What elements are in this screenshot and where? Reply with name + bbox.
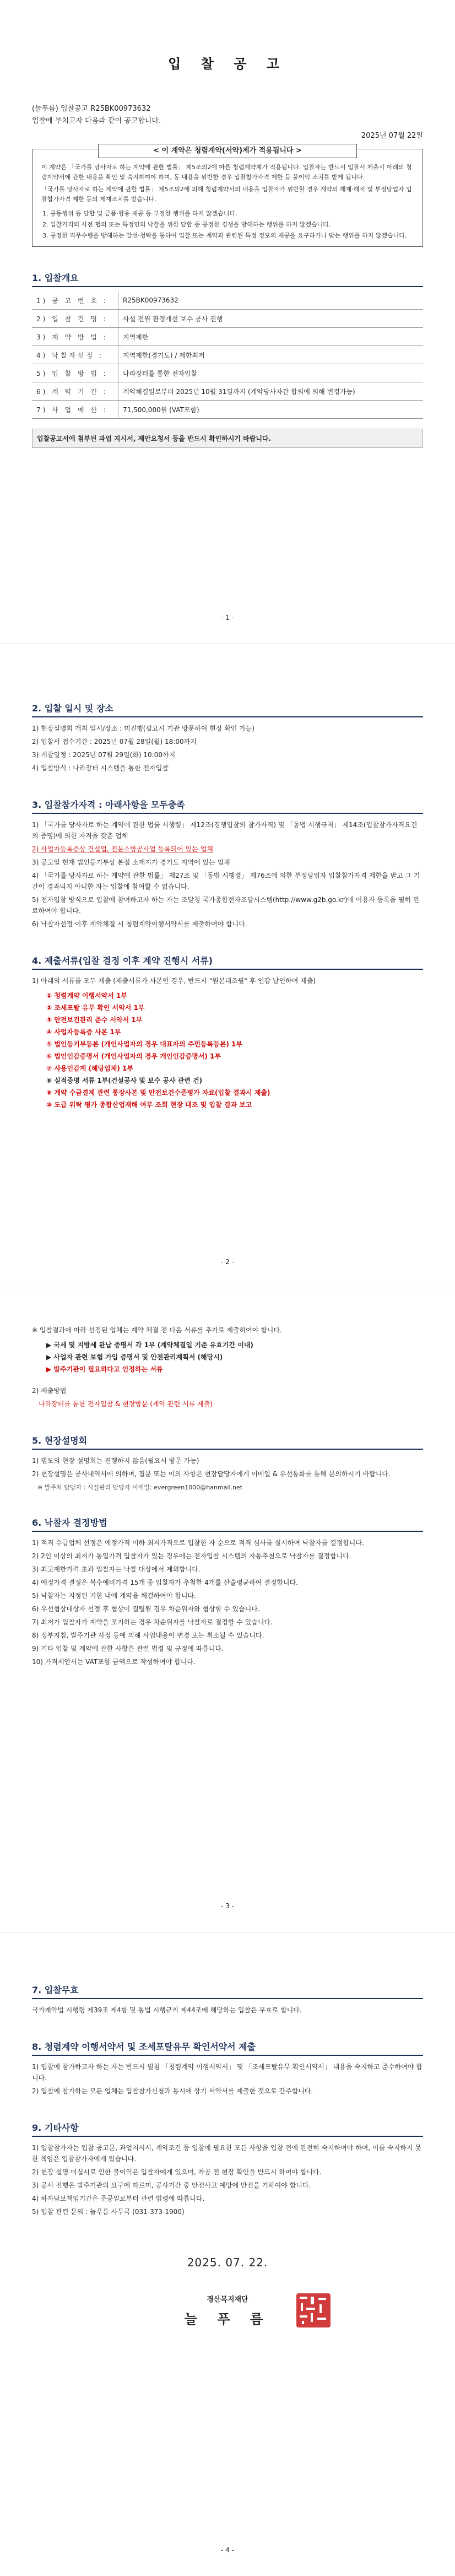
list-item: 1) 아래의 서류를 모두 제출 (제출서류가 사본인 경우, 반드시 "원본대조필" 후 인감 날인하여 제출) [32,977,316,985]
page-number: - 2 - [221,1258,234,1266]
section-heading: 2. 입찰 일시 및 장소 [32,701,423,717]
list-item: 7) 최저가 입찰자가 계약을 포기하는 경우 차순위자를 낙찰자로 결정할 수 있습니다. [32,1618,273,1626]
list-item: 1) 현장설명회 개최 일시/장소 : 미진행(필요시 기관 방문하여 현장 확인 가능) [32,725,255,732]
table-row [32,401,423,419]
intro-text: 입찰에 부치고자 다음과 같이 공고합니다. [32,117,161,125]
document-item: ⑧ 실적증명 서류 1부(건설공사 및 보수 공사 관련 건) [46,1077,203,1084]
list-item: 5) 입찰 관련 문의 : 늘푸름 사무국 (031-373-1900) [32,2208,185,2216]
row-key: 4) 낙찰자선정 : [32,346,118,364]
section-heading: 3. 입찰참가자격 : 아래사항을 모두충족 [32,798,423,814]
invalid-bid-text [32,2005,423,2016]
page-4 [0,1932,455,2576]
row-value: 계약체결일로부터 2025년 10월 31일까지 (계약당사자간 합의에 의해 변경가능) [118,382,424,401]
document-item: ① 청렴계약 이행서약서 1부 [46,992,127,1000]
table-row [32,382,423,401]
official-seal-icon [296,2293,331,2327]
page-1 [0,0,455,644]
schedule-list [32,723,423,774]
list-item: 2) 현장설명은 공사내역서에 의하며, 질문 또는 이의 사항은 현장담당자에게 이메일 & 유선통화를 통해 문의하시기 바랍니다. [32,1470,391,1478]
list-item: 5) 전자입찰 방식으로 입찰에 참여하고자 하는 자는 조달청 국가종합전자조달시스템(http://www.g2b.go.kr)에 이용자 등록을 필히 완료하여야 합니다. [32,896,420,915]
row-key: 5) 입 찰 방 법 : [32,364,118,382]
list-item: 10) 가격제안서는 VAT포함 금액으로 작성하여야 합니다. [32,1658,196,1666]
table-row [32,310,423,328]
document-item: ③ 안전보건관리 준수 서약서 1부 [46,1016,143,1024]
list-item: 1) 별도의 현장 설명회는 진행하지 않음(필요시 방문 가능) [32,1457,199,1465]
section-heading: 8. 청렴계약 이행서약서 및 조세포탈유무 확인서약서 제출 [32,2040,423,2056]
list-item: 5) 낙찰자는 지정된 기한 내에 계약을 체결하여야 합니다. [32,1592,196,1600]
list-item: 4) 「국가를 당사자로 하는 계약에 관한 법률」 제27조 및 「동법 시행령」 제76조에 의한 부정당업자 입찰참가자격 제한을 받고 그 기간이 경과되지 아니한 자는 입찰에 참여할 수 없습니다. [32,872,420,890]
table-row [32,328,423,346]
list-item: 2) 제출방법 [32,1387,67,1395]
site-briefing-list [32,1455,423,1479]
list-item: 3) 최고제한가격 초과 입찰자는 낙찰 대상에서 제외합니다. [32,1565,201,1573]
page-title: 입 찰 공 고 [168,56,287,72]
row-value: 나라장터를 통한 전자입찰 [118,364,424,382]
closing-date: 2025. 07. 22. [187,2256,268,2269]
page-number: - 3 - [221,1902,234,1910]
list-item: 2) 사업자등록증상 건설업, 전문소방공사업 등록되어 있는 업체 [32,845,213,853]
list-item: 8) 정부지침, 발주기관 사정 등에 의해 사업내용이 변경 또는 취소될 수 있습니다. [32,1632,264,1639]
row-value: R25BK00973632 [118,291,424,310]
list-item: 1) 입찰에 참가하고자 하는 자는 반드시 별첨 「청렴계약 이행서약서」 및 「조세포탈유무 확인서약서」 내용을 숙지하고 준수하여야 합니다. [32,2063,422,2082]
integrity-notice-para: 「국가를 당사자로 하는 계약에 관한 법률」 제5조의2에 의해 청렴계약서의 내용을 입찰자가 위반할 경우 계약의 해제·해지 및 부정당업자 입찰참가자격 제한 등의 제재조치를 받습니다. [41,186,412,203]
document-item: ⑦ 사용인감계 (해당업체) 1부 [46,1065,133,1072]
list-item: 1) 적격 수급업체 선정은 예정가격 이하 최저가격으로 입찰한 자 순으로 적격 심사를 실시하여 낙찰자를 결정합니다. [32,1539,364,1547]
list-item: 1. 공동행위 등 담합 및 금품·향응 제공 등 부정한 행위를 하지 않겠습니다. [50,209,414,219]
section-heading: 1. 입찰개요 [32,271,423,287]
list-item: 2) 현장 설명 미실시로 인한 불이익은 입찰자에게 있으며, 착공 전 현장 확인을 반드시 하여야 합니다. [32,2168,322,2176]
document-item: ⑤ 법인등기부등본 (개인사업자의 경우 대표자의 주민등록등본) 1부 [46,1040,242,1048]
list-item: 나라장터를 통한 전자입찰 & 현장방문 (계약 관련 서류 제출) [39,1400,213,1408]
list-item: 1) 입찰참가자는 입찰 공고문, 과업지시서, 계약조건 등 입찰에 필요한 모든 사항을 입찰 전에 완전히 숙지하여야 하며, 이를 숙지하지 못한 책임은 입찰참가자에게 있습니다. [32,2144,421,2163]
list-item: 3. 공정한 직무수행을 방해하는 알선·청탁을 통하여 입찰 또는 계약과 관련된 특정 정보의 제공을 요구하거나 받는 행위를 하지 않겠습니다. [50,231,414,241]
list-item: 9) 기타 입찰 및 계약에 관한 사항은 관련 법령 및 규정에 따릅니다. [32,1645,224,1652]
announcement-date: 2025년 07월 22일 [361,132,423,140]
list-item: 2. 입찰가격의 사전 협의 또는 특정인의 낙찰을 위한 담합 등 공정한 경쟁을 방해하는 행위를 하지 않겠습니다. [50,220,414,230]
section-heading: 9. 기타사항 [32,2121,423,2137]
page-3 [0,1288,455,1932]
submission-method [32,1385,423,1409]
document-item: ⑥ 법인인감증명서 (개인사업자의 경우 개인인감증명서) 1부 [46,1052,221,1060]
extra-document-list [46,1339,423,1375]
row-key: 3) 계 약 방 법 : [32,328,118,346]
row-key: 2) 입 찰 건 명 : [32,310,118,328]
integrity-notice-heading: < 이 계약은 청렴계약(서약)제가 적용됩니다 > [98,144,356,158]
list-item: 국가계약법 시행령 제39조 제4항 및 동법 시행규칙 제44조에 해당하는 입찰은 무효로 합니다. [32,2006,302,2014]
list-item: 6) 낙찰자선정 이후 계약체결 시 청렴계약이행서약서를 제출하여야 합니다. [32,920,247,928]
list-item: 3) 공고일 현재 법인등기부상 본점 소재지가 경기도 지역에 있는 업체 [32,858,230,866]
attachment-note: 입찰공고서에 첨부된 과업 지시서, 제안요청서 등을 반드시 확인하시기 바랍니다. [32,429,423,448]
table-row [32,291,423,310]
list-item: 3) 개찰일정 : 2025년 07월 29일(화) 10:00까지 [32,751,176,759]
document-item: ④ 사업자등록증 사본 1부 [46,1028,121,1036]
row-key: 1) 공 고 번 호 : [32,291,118,310]
document-item: ⑩ 도급 위탁 평가 종합산업재해 여부 조회 현장 대조 및 입찰 결과 보고 [46,1101,252,1109]
document-item: ▶ 사업자 관련 보험 가입 증명서 및 안전관리계획서 (해당시) [46,1353,223,1361]
pledge-list [32,2061,423,2097]
row-value: 지역제한(경기도) / 제한최저 [118,346,424,364]
list-item: 4) 입찰방식 : 나라장터 시스템을 통한 전자입찰 [32,764,169,772]
list-item: 2) 2인 이상의 최저가 동일가격 입찰자가 있는 경우에는 전자입찰 시스템의 자동추첨으로 낙찰자를 결정합니다. [32,1552,351,1560]
page-number: - 1 - [221,614,234,622]
document-list [46,990,423,1111]
notice-number: (늘푸름) 입찰공고 R25BK00973632 [32,105,151,113]
section-heading: 7. 입찰무효 [32,1983,423,1999]
eligibility-list [32,819,423,930]
document-item: ⑨ 계약 수금결제 관련 통장사본 및 안전보건수준평가 자료(입찰 결과시 제출) [46,1089,270,1097]
document-item: ▶ 국세 및 지방세 완납 증명서 각 1부 (계약체결일 기준 유효기간 이내) [46,1341,253,1349]
list-item: 4) 예정가격 결정은 복수예비가격 15개 중 입찰자가 추첨한 4개를 산술평균하여 결정합니다. [32,1579,298,1586]
other-matters-list [32,2142,423,2217]
page-number: - 4 - [221,2546,234,2554]
list-item: 1) 「국가를 당사자로 하는 계약에 관한 법률 시행령」 제12조(경쟁입찰의 참가자격) 및 「동법 시행규칙」 제14조(입찰참가자격요건의 증명)에 의한 자격을 갖춘 업체 [32,821,418,840]
document-item: ② 조세포탈 유무 확인 서약서 1부 [46,1004,145,1012]
row-key: 7) 사 업 예 산 : [32,401,118,419]
table-row [32,346,423,364]
submission-list [32,975,423,986]
submission-continued [32,1325,423,1336]
contact-note: ※ 발주처 담당자 : 시설관리 담당자 이메일: evergreen1000@hanmail.net [37,1484,243,1491]
row-key: 6) 계 약 기 간 : [32,382,118,401]
section-heading: 4. 제출서류(입찰 결정 이후 계약 진행시 서류) [32,954,423,970]
section-heading: 6. 낙찰자 결정방법 [32,1516,423,1532]
integrity-notice-para: 이 계약은 「국가를 당사자로 하는 계약에 관한 법률」 제5조의2에 따른 청렴계약제가 적용됩니다. 입찰자는 반드시 입찰서 제출시 아래의 청렴계약서에 관한 내용을 확인 및 숙지하여야 하며, 동 내용을 위반한 경우 입찰참가자격 제한 등 불이익 조치를 받게 됩니다. [41,164,412,181]
signature-block [32,2293,423,2327]
organization-name: 경산복지재단 [207,2296,248,2304]
list-item: 2) 입찰서 접수기간 : 2025년 07월 28일(월) 18:00까지 [32,738,197,746]
row-value: 71,500,000원 (VAT포함) [118,401,424,419]
list-item: 2) 입찰에 참가하는 모든 업체는 입찰참가신청과 동시에 상기 서약서를 제출한 것으로 간주합니다. [32,2087,313,2095]
list-item: 6) 우선협상대상자 선정 후 협상이 결렬될 경우 차순위자와 협상할 수 있습니다. [32,1605,260,1613]
list-item: 3) 공사 진행은 발주기관의 요구에 따르며, 공사기간 중 안전사고 예방에 만전을 기하여야 합니다. [32,2181,311,2189]
integrity-notice-box [32,149,423,247]
integrity-notice-list [41,209,414,241]
row-value: 지역제한 [118,328,424,346]
award-method-list [32,1537,423,1667]
signatory-name: 늘 푸 름 [184,2312,271,2327]
overview-table [32,291,423,419]
row-value: 사설 전원 환경개선 보수 공사 진행 [118,310,424,328]
table-row [32,364,423,382]
list-item: ※ 입찰결과에 따라 선정된 업체는 계약 체결 전 다음 서류를 추가로 제출하여야 합니다. [32,1326,282,1334]
document-item: ▶ 발주기관이 필요하다고 인정하는 서류 [46,1365,163,1373]
list-item: 4) 하자담보책임기간은 준공일로부터 관련 법령에 따릅니다. [32,2195,205,2202]
section-heading: 5. 현장설명회 [32,1434,423,1450]
announcement-meta [32,103,423,127]
page-2 [0,644,455,1288]
